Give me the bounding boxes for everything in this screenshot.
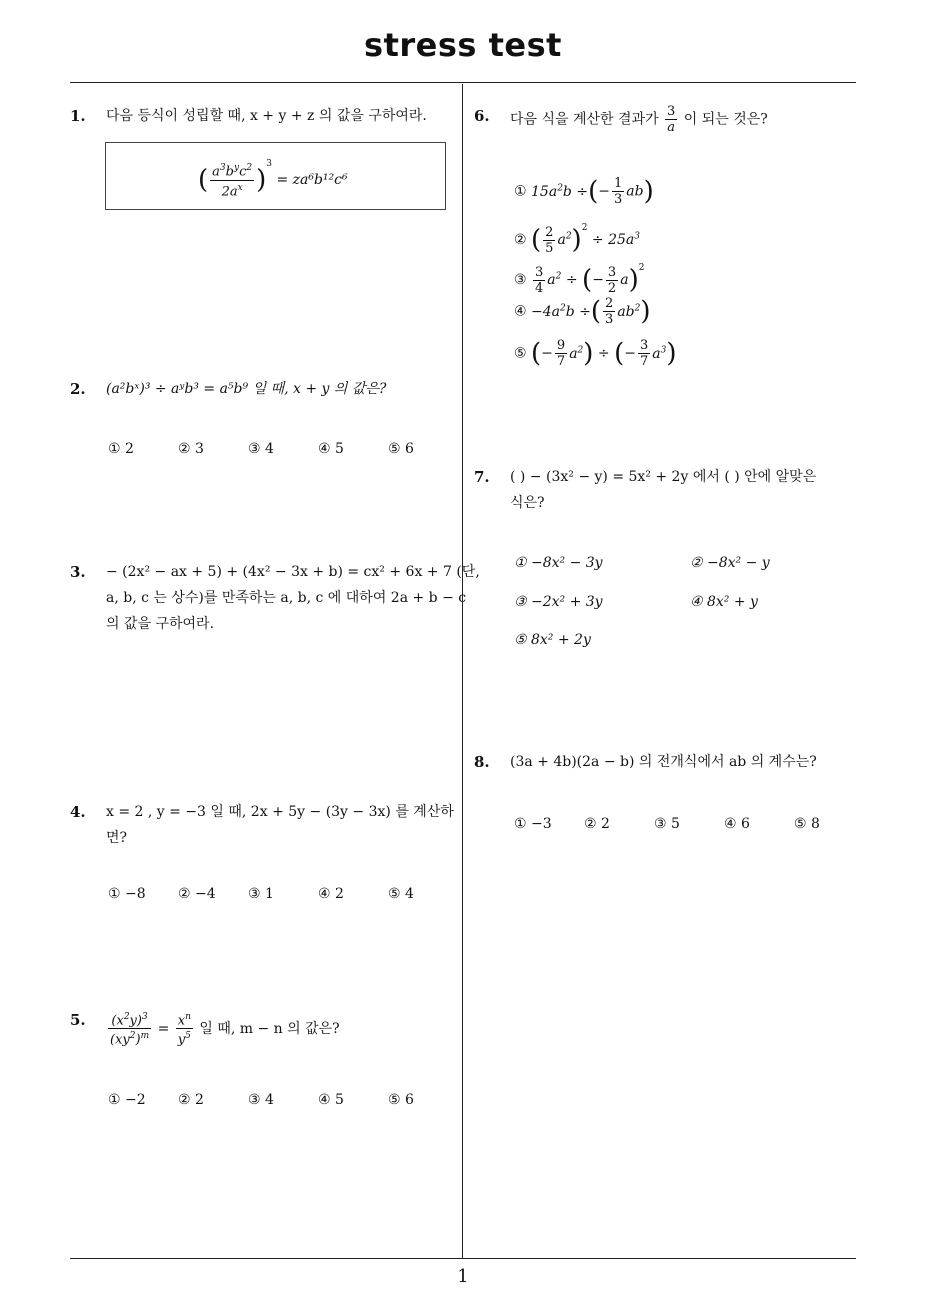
question-6 [474, 104, 864, 374]
choice-1[interactable]: ① −3 [514, 816, 552, 832]
choice-3[interactable]: ③ −2x² + 3y [514, 594, 603, 610]
choice-3[interactable]: ③ 5 [654, 816, 680, 832]
choice-5[interactable]: ⑤ 8 [794, 816, 820, 832]
choice-1[interactable]: ① −8 [108, 886, 146, 902]
question-text: 다음 식을 계산한 결과가 $\frac{3}{a}$ 이 되는 것은? [510, 104, 768, 135]
question-text-line-2: 식은? [510, 495, 545, 511]
question-text-line-2: a, b, c 는 상수)를 만족하는 a, b, c 에 대하여 2a + b − c [106, 590, 467, 606]
question-text-line-3: 의 값을 구하여라. [106, 616, 215, 632]
question-text-post: 이 되는 것은? [683, 111, 768, 128]
question-text-tail: 일 때, m − n 의 값은? [199, 1020, 340, 1037]
choice-2[interactable]: ② ( $\frac{2}{5}$ $a^2)^2 \div 25a^3$ [514, 223, 640, 256]
question-text-pre: 다음 식을 계산한 결과가 [510, 111, 659, 128]
equation-box [105, 142, 446, 210]
question-1 [70, 104, 450, 214]
question-number: 2. [70, 380, 86, 398]
choice-2[interactable]: ② 2 [178, 1092, 204, 1108]
choice-1[interactable]: ① −2 [108, 1092, 146, 1108]
question-3 [70, 560, 480, 640]
bottom-rule [70, 1258, 856, 1259]
equation: ( $\frac{a^3b^yc^2}{2a^x}$ )$^3$ = za⁶b¹²c⁶ [198, 159, 348, 199]
question-number: 1. [70, 107, 86, 125]
question-text: (a²bˣ)³ ÷ aʸb³ = a⁵b⁹ 일 때, x + y 의 값은? [106, 381, 387, 397]
choice-3[interactable]: ③ 4 [248, 441, 274, 457]
question-5 [70, 1008, 460, 1118]
question-7 [474, 465, 864, 655]
choice-4[interactable]: ④ $-4a^2b$ ÷( $\frac{2}{3}$ $ab^2$) [514, 296, 651, 328]
question-text-line-2: 면? [106, 830, 128, 846]
question-number: 4. [70, 803, 86, 821]
question-text: 다음 등식이 성립할 때, x + y + z 의 값을 구하여라. [106, 108, 427, 124]
choice-4[interactable]: ④ 6 [724, 816, 750, 832]
choice-1[interactable]: ① $15a^2b$ ÷(− $\frac{1}{3}$ ab) [514, 176, 654, 208]
question-number: 5. [70, 1011, 86, 1029]
question-4 [70, 800, 460, 910]
question-number: 3. [70, 563, 86, 581]
choice-1[interactable]: ① −8x² − 3y [514, 555, 603, 571]
column-divider [462, 84, 463, 1258]
question-text-line-1: ( ) − (3x² − y) = 5x² + 2y 에서 ( ) 안에 알맞은 [510, 469, 817, 485]
question-8 [474, 750, 864, 840]
choice-2[interactable]: ② −8x² − y [690, 555, 770, 571]
choice-4[interactable]: ④ 8x² + y [690, 594, 758, 610]
question-number: 7. [474, 468, 490, 486]
question-text: (3a + 4b)(2a − b) 의 전개식에서 ab 의 계수는? [510, 754, 817, 770]
choice-2[interactable]: ② 2 [584, 816, 610, 832]
choice-2[interactable]: ② 3 [178, 441, 204, 457]
page-number: 1 [457, 1266, 469, 1287]
choice-1[interactable]: ① 2 [108, 441, 134, 457]
choice-3[interactable]: ③ 1 [248, 886, 274, 902]
choice-3[interactable]: ③ 4 [248, 1092, 274, 1108]
question-number: 8. [474, 753, 490, 771]
choice-4[interactable]: ④ 5 [318, 1092, 344, 1108]
choice-5[interactable]: ⑤ 8x² + 2y [514, 632, 591, 648]
choice-5[interactable]: ⑤ (− $\frac{9}{7}$ $a^2$) ÷ (− $\frac{3}{7}$ $a^3$) [514, 338, 677, 370]
choice-4[interactable]: ④ 2 [318, 886, 344, 902]
choice-3[interactable]: ③ $\frac{3}{4}$ $a^2$ ÷ (− $\frac{3}{2}$ a)$^2$ [514, 263, 645, 296]
question-text-line-1: − (2x² − ax + 5) + (4x² − 3x + b) = cx² + 6x + 7 (단, [106, 564, 480, 580]
question-text: $\frac{(x^2y)^3}{(xy^2)^m}$ = $\frac{x^n}{y^5}$ 일 때, m − n 의 값은? [110, 1012, 340, 1048]
top-rule [70, 82, 856, 83]
choice-5[interactable]: ⑤ 6 [388, 1092, 414, 1108]
choice-4[interactable]: ④ 5 [318, 441, 344, 457]
equation-rhs: = za⁶b¹²c⁶ [276, 172, 348, 188]
choice-2[interactable]: ② −4 [178, 886, 216, 902]
choice-5[interactable]: ⑤ 6 [388, 441, 414, 457]
question-number: 6. [474, 107, 490, 125]
choice-5[interactable]: ⑤ 4 [388, 886, 414, 902]
question-text-line-1: x = 2 , y = −3 일 때, 2x + 5y − (3y − 3x) 를 계산하 [106, 804, 454, 820]
page-title: stress test [364, 26, 562, 64]
question-2 [70, 377, 450, 467]
